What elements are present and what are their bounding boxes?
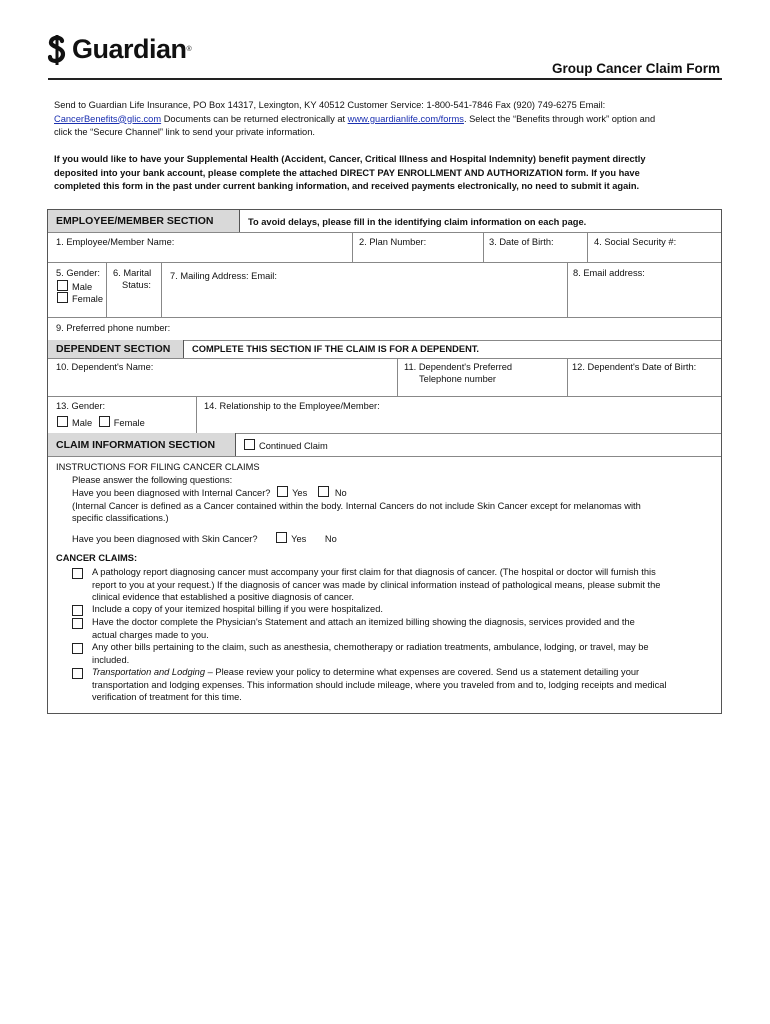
intro-line-2-mid: Documents can be returned electronically at	[161, 113, 348, 124]
gender-label: 5. Gender:	[56, 268, 100, 278]
guardian-logo	[46, 34, 192, 65]
direct-pay-line-1: If you would like to have your Supplemental Health (Accident, Cancer, Critical Illness and Hospital Indemnity) benefit payment directly	[54, 154, 646, 164]
dependent-section-note: COMPLETE THIS SECTION IF THE CLAIM IS FOR A DEPENDENT.	[192, 344, 480, 354]
hospital-billing-line-1: Include a copy of your itemized hospital billing if you were hospitalized.	[92, 604, 383, 614]
checklist-item-pathology	[72, 566, 660, 604]
dependent-name-field[interactable]: 10. Dependent's Name:	[56, 362, 154, 372]
marital-status-field[interactable]	[113, 267, 151, 291]
intro-line-2-end: . Select the “Benefits through work” option and	[463, 113, 656, 124]
intro-line-3: click the “Secure Channel” link to send your private information.	[54, 127, 315, 137]
dependent-dob-field[interactable]: 12. Dependent's Date of Birth:	[572, 362, 697, 372]
email-address-field[interactable]: 8. Email address:	[573, 268, 645, 278]
continued-claim-checkbox[interactable]	[244, 439, 255, 450]
checklist-item-transportation	[72, 666, 667, 704]
form-title: Group Cancer Claim Form	[551, 61, 720, 76]
claim-section-header	[48, 433, 236, 456]
social-security-field[interactable]: 4. Social Security #:	[594, 237, 677, 247]
dependent-phone-label-2: Telephone number	[419, 374, 497, 384]
checklist-item-physician-statement	[72, 616, 635, 641]
forms-website-link[interactable]: www.guardianlife.com/forms	[347, 113, 464, 124]
marital-label-2: Status:	[122, 280, 151, 290]
internal-yes-label: Yes	[292, 488, 308, 498]
dependent-female-checkbox[interactable]	[99, 416, 110, 427]
date-of-birth-field[interactable]: 3. Date of Birth:	[489, 237, 554, 247]
other-bills-line-1: Any other bills pertaining to the claim, such as anesthesia, chemotherapy or radiation treatments, ambulance, lodging, or travel, may be	[92, 642, 649, 652]
pathology-line-3: clinical evidence that established a positive diagnosis of cancer.	[92, 592, 355, 602]
cancer-claims-title: CANCER CLAIMS:	[56, 553, 138, 563]
checklist-item-hospital-billing	[72, 603, 383, 616]
internal-cancer-question	[72, 486, 347, 500]
relationship-field[interactable]: 14. Relationship to the Employee/Member:	[204, 401, 380, 411]
email-link[interactable]: CancerBenefits@glic.com	[54, 113, 162, 124]
dependent-male-label: Male	[72, 418, 93, 428]
claim-section-title: CLAIM INFORMATION SECTION	[56, 438, 216, 451]
internal-no-label: No	[334, 488, 347, 498]
dependent-phone-field[interactable]	[404, 361, 512, 385]
employee-section-title: EMPLOYEE/MEMBER SECTION	[56, 215, 214, 227]
internal-cancer-note	[72, 500, 641, 524]
hospital-billing-checkbox[interactable]	[72, 605, 83, 616]
continued-claim-option[interactable]	[244, 439, 328, 453]
mailing-address-field[interactable]: 7. Mailing Address: Email:	[170, 271, 277, 281]
checklist-item-other-bills	[72, 641, 649, 666]
dependent-gender-label: 13. Gender:	[56, 401, 106, 411]
dependent-male-checkbox[interactable]	[57, 416, 68, 427]
physician-line-1: Have the doctor complete the Physician's Statement and attach an itemized billing showing the diagnosis, services provided and the	[92, 617, 635, 627]
dependent-section-header	[48, 340, 184, 358]
answer-prompt: Please answer the following questions:	[72, 475, 233, 485]
pathology-line-2: report to you at your request.) If the diagnosis of cancer was made by clinical information instead of pathological means, please submit the	[92, 579, 661, 590]
other-bills-checkbox[interactable]	[72, 643, 83, 654]
male-label: Male	[72, 282, 93, 292]
dependent-gender-options	[57, 416, 145, 430]
header-rule	[48, 78, 722, 80]
employee-section-header	[48, 210, 240, 232]
internal-cancer-question-text: Have you been diagnosed with Internal Cancer?	[72, 488, 271, 498]
transportation-line-1: – Please review your policy to determine what expenses are covered. Send us a statement detailing your	[205, 667, 640, 677]
internal-note-line-1: (Internal Cancer is defined as a Cancer contained within the body. Internal Cancers do not include Skin Cancer except for melanomas with	[72, 501, 641, 511]
internal-yes-checkbox[interactable]	[277, 486, 288, 497]
physician-statement-checkbox[interactable]	[72, 618, 83, 629]
intro-paragraph	[54, 99, 719, 140]
transportation-checkbox[interactable]	[72, 668, 83, 679]
dependent-section-title: DEPENDENT SECTION	[56, 343, 171, 355]
instructions-title: INSTRUCTIONS FOR FILING CANCER CLAIMS	[56, 462, 260, 472]
employee-section-note: To avoid delays, please fill in the identifying claim information on each page.	[248, 217, 587, 227]
internal-note-line-2: specific classifications.)	[72, 513, 169, 523]
gender-female-option[interactable]	[57, 292, 103, 306]
skin-cancer-question-text: Have you been diagnosed with Skin Cancer?	[72, 534, 258, 544]
preferred-phone-field[interactable]: 9. Preferred phone number:	[56, 323, 171, 333]
intro-line-2	[54, 113, 719, 127]
pathology-checkbox[interactable]	[72, 568, 83, 579]
employee-name-field[interactable]: 1. Employee/Member Name:	[56, 237, 175, 247]
intro-line-1: Send to Guardian Life Insurance, PO Box 14317, Lexington, KY 40512 Customer Service: 1-800-541-7846 Fax (920) 749-6275 Email:	[54, 100, 606, 110]
skin-yes-checkbox[interactable]	[276, 532, 287, 543]
dependent-phone-label-1: 11. Dependent's Preferred	[404, 362, 513, 372]
transportation-line-2: transportation and lodging expenses. This information should include mileage, where you traveled from and to, lodging receipts and medical	[92, 679, 667, 690]
female-label: Female	[72, 294, 104, 304]
skin-no-label: No	[324, 534, 337, 544]
brand-name: Guardian	[72, 34, 187, 64]
physician-line-2: actual charges made to you.	[92, 629, 209, 640]
transportation-line-3: verification of treatment for this time.	[92, 692, 242, 702]
skin-yes-label: Yes	[291, 534, 307, 544]
marital-label-1: 6. Marital	[113, 268, 152, 278]
transportation-lead: Transportation and Lodging	[92, 667, 206, 677]
pathology-line-1: A pathology report diagnosing cancer must accompany your first claim for that diagnosis of cancer. (The hospital or doctor will furnish this	[92, 567, 656, 577]
plan-number-field[interactable]: 2. Plan Number:	[359, 237, 427, 247]
female-checkbox[interactable]	[57, 292, 68, 303]
direct-pay-paragraph	[54, 153, 719, 194]
guardian-mark-icon	[46, 35, 68, 65]
brand-trademark: ®	[186, 46, 192, 53]
continued-claim-label: Continued Claim	[259, 441, 328, 451]
skin-cancer-question	[72, 532, 337, 546]
internal-no-checkbox[interactable]	[318, 486, 329, 497]
dependent-female-label: Female	[113, 418, 145, 428]
other-bills-line-2: included.	[92, 654, 130, 665]
claim-form-frame	[47, 209, 722, 714]
direct-pay-line-2: deposited into your bank account, please complete the attached DIRECT PAY ENROLLMENT AND AUTHORIZATION form. If you have	[54, 167, 640, 178]
male-checkbox[interactable]	[57, 280, 68, 291]
direct-pay-line-3: completed this form in the past under current banking information, and received payments electronically, no need to submit it again.	[54, 181, 640, 191]
